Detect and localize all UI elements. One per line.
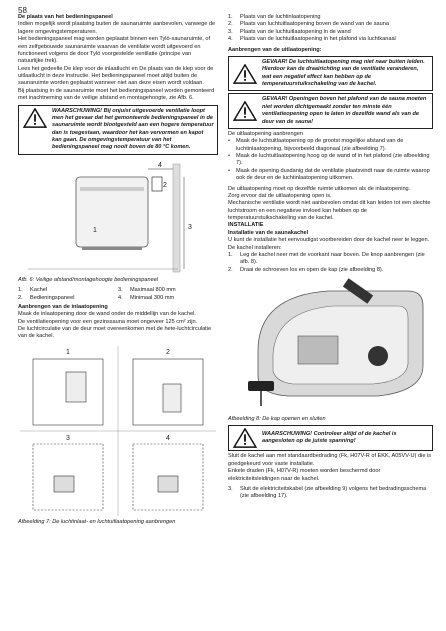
figure-8-photo: [228, 276, 433, 416]
figure-8-caption: Afbeelding 8: De kap openen en sluiten: [228, 416, 326, 422]
list-item: 3. Sluit de elektriciteitskabel (zie afbeelding 9) volgens het bedradingsschema (zie afbeelding 17).: [228, 485, 427, 500]
paragraph: De uitlaatopening aanbrengen: [228, 130, 303, 137]
list-item: 3. Plaats van de luchtuitlaatopening in de wand: [228, 28, 351, 35]
warning-box: [228, 425, 433, 451]
paragraph: Sluit de kachel aan met standaardbedrading (Fk, H07V-R of EKK, A05VV-U) die is goedgekeurd voor vaste installatie.: [228, 453, 432, 467]
figure-7-label: 2: [166, 348, 170, 356]
paragraph: Zorg ervoor dat de uitlaatopening open is.: [228, 192, 332, 199]
danger-text: GEVAAR! De luchtuitlaatopening mag niet naar buiten leiden. Hierdoor kan de draairichting van de ventilatie veranderen, wat een negatief effect kan hebben op de temperatuurstuikschakeling van de kachel.: [262, 58, 425, 87]
heading-installation: INSTALLATIE: [228, 222, 264, 229]
figure-7-label: 4: [166, 434, 170, 442]
legend-item: 1. Kachel: [18, 287, 48, 294]
list-item: 1. Leg de kachel neer met de voorkant naar boven. De knop aanbrengen (zie afb. 8).: [228, 251, 425, 266]
legend-item: 2. Bedieningspaneel: [18, 294, 75, 301]
list-item: 2. Draai de schroeven los en open de kap (zie afbeelding 8).: [228, 266, 384, 273]
paragraph: Lees het gedeelte De klep voor de inlaatlucht en De plaats van de klep voor de uitlaatlucht in deze instructie. Het bedieningspaneel moet altijd buiten de saunaruimte worden geplaatst wanneer niet aan deze eisen wordt voldaan.: [18, 65, 214, 87]
bullet-item: • Maak de opening dusdanig dat de ventilatie plaatsvindt naar de ruimte waarop ook de deur en de luchtinlaatopening uitkomen.: [228, 167, 430, 182]
heading-inlet-opening: Aanbrengen van de inlaatopening: [18, 303, 108, 310]
danger-box: [228, 56, 433, 92]
list-item: 2. Plaats van luchtuitlaatopening boven de wand van de sauna: [228, 21, 389, 28]
paragraph: De luchtcirculatie van de deur moet overeenkomen met de hete-luchtcirculatie van de kachel.: [18, 326, 212, 340]
warning-label: WAARSCHUWING!: [52, 107, 103, 114]
legend-item: 4. Minimaal 300 mm: [118, 294, 175, 301]
danger-text: GEVAAR! Openingen boven het plafond van de sauna moeten niet worden dichtgemaakt zonder ten minste één ventilatieopening open te laten in dezelfde wand als van de deur van de sauna!: [262, 96, 427, 125]
legend-item: 3. Maximaal 800 mm: [118, 287, 176, 294]
left-column: [18, 14, 218, 526]
warning-triangle-icon: [232, 101, 258, 121]
danger-box: [228, 93, 433, 129]
right-column: [228, 14, 433, 501]
figure-6-label: 3: [188, 223, 192, 231]
bullet-item: • Maak de luchtuitlaatopening hoog op de wand of in het plafond (zie afbeelding 7).: [228, 153, 430, 167]
figure-6-label: 1: [93, 226, 97, 234]
paragraph: Maak de inlaatopening door de wand onder de middellijn van de kachel.: [18, 311, 196, 318]
list-item: 4. Plaats van de luchtuitlaatopening in het plafond via luchtkanaal: [228, 36, 396, 43]
paragraph: Enkele draden (Fk, H07V-R) moeten worden beschermd door elektriciteitsleidingen naar de kachel.: [228, 468, 381, 482]
figure-7-label: 1: [66, 348, 70, 356]
warning-triangle-icon: [232, 428, 258, 448]
heading-heater-installation: Installatie van de saunakachel: [228, 229, 309, 236]
figure-7-label: 3: [66, 434, 70, 442]
paragraph: De ventilatieopening voor een gezinssauna moet ongeveer 125 cm² zijn.: [18, 318, 198, 325]
paragraph: U kunt de installatie het eenvoudigst voorbereiden door de kachel neer te leggen.: [228, 237, 430, 244]
warning-triangle-icon: [22, 108, 48, 128]
paragraph: Het bedieningspaneel mag worden geplaatst binnen een Tylö-saunaruimte, of een zelfgebouwde saunaruimte waarvan de ventilatie wordt uitgevoerd en functioneert volgens de door Tylö voorgestelde ventilatie (principe van natuurlijke trek).: [18, 36, 211, 65]
paragraph: Indien mogelijk wordt plaatsing buiten de saunaruimte aanbevolen, vanwege de lagere omgevingstemperaturen.: [18, 21, 216, 35]
figure-6-label: 4: [158, 161, 162, 169]
figure-6-legend: [18, 287, 218, 302]
warning-triangle-icon: [232, 64, 258, 84]
figure-7-diagram: [18, 344, 218, 519]
figure-6-label: 2: [163, 181, 167, 189]
heading-outlet-opening: Aanbrengen van de uitlaatopening:: [228, 46, 322, 53]
figure-7-caption: Afbeelding 7: De luchtinlaat- en luchtuitlaatopening aanbrengen: [18, 518, 176, 525]
paragraph: Bij plaatsing in de saunaruimte moet het bedieningspaneel worden gemonteerd met inachtneming van de veilige afstand en montagehoogte, zie Afb. 6.: [18, 87, 215, 102]
list-item: 1. Plaats van de luchtinlaatopening: [228, 14, 321, 20]
paragraph: De uitlaatopening moet op dezelfde ruimte uitkomen als de inlaatopening.: [228, 185, 411, 192]
heading-control-panel-location: De plaats van het bedieningspaneel: [18, 14, 113, 20]
page-number: 58: [18, 6, 27, 15]
figure-6-diagram: [18, 159, 218, 277]
paragraph: De kachel installeren:: [228, 244, 282, 251]
warning-box: [18, 105, 218, 155]
warning-text: Bij onjuist uitgevoerde ventilatie loopt men het gevaar dat het gemonteerde bedieningspaneel in de saunaruimte wordt blootgesteld aan een hogere temperatuur dan is toegestaan, waardoor het kan vervormen en kapot kan gaan. De omgevingstemperatuur van het bedieningspaneel mag nooit boven de 80 °C komen.: [52, 107, 214, 151]
bullet-item: • Maak de luchtuitlaatopening op de grootst mogelijke afstand van de luchtinlaatopening, bijvoorbeeld diagonaal (zie afbeelding 7).: [228, 138, 404, 152]
warning-text: WAARSCHUWING! Controleer altijd of de kachel is aangesloten op de juiste spanning!: [262, 431, 397, 445]
paragraph: Mechanische ventilatie wordt niet aanbevolen omdat dit kan leiden tot een slechte luchtstroom en een negatieve invloed kan hebben op de temperatuurstuikschakeling van de kachel.: [228, 200, 431, 221]
figure-6-caption: Afb. 6: Veilige afstand/montagehoogte bedieningspaneel: [18, 276, 159, 283]
